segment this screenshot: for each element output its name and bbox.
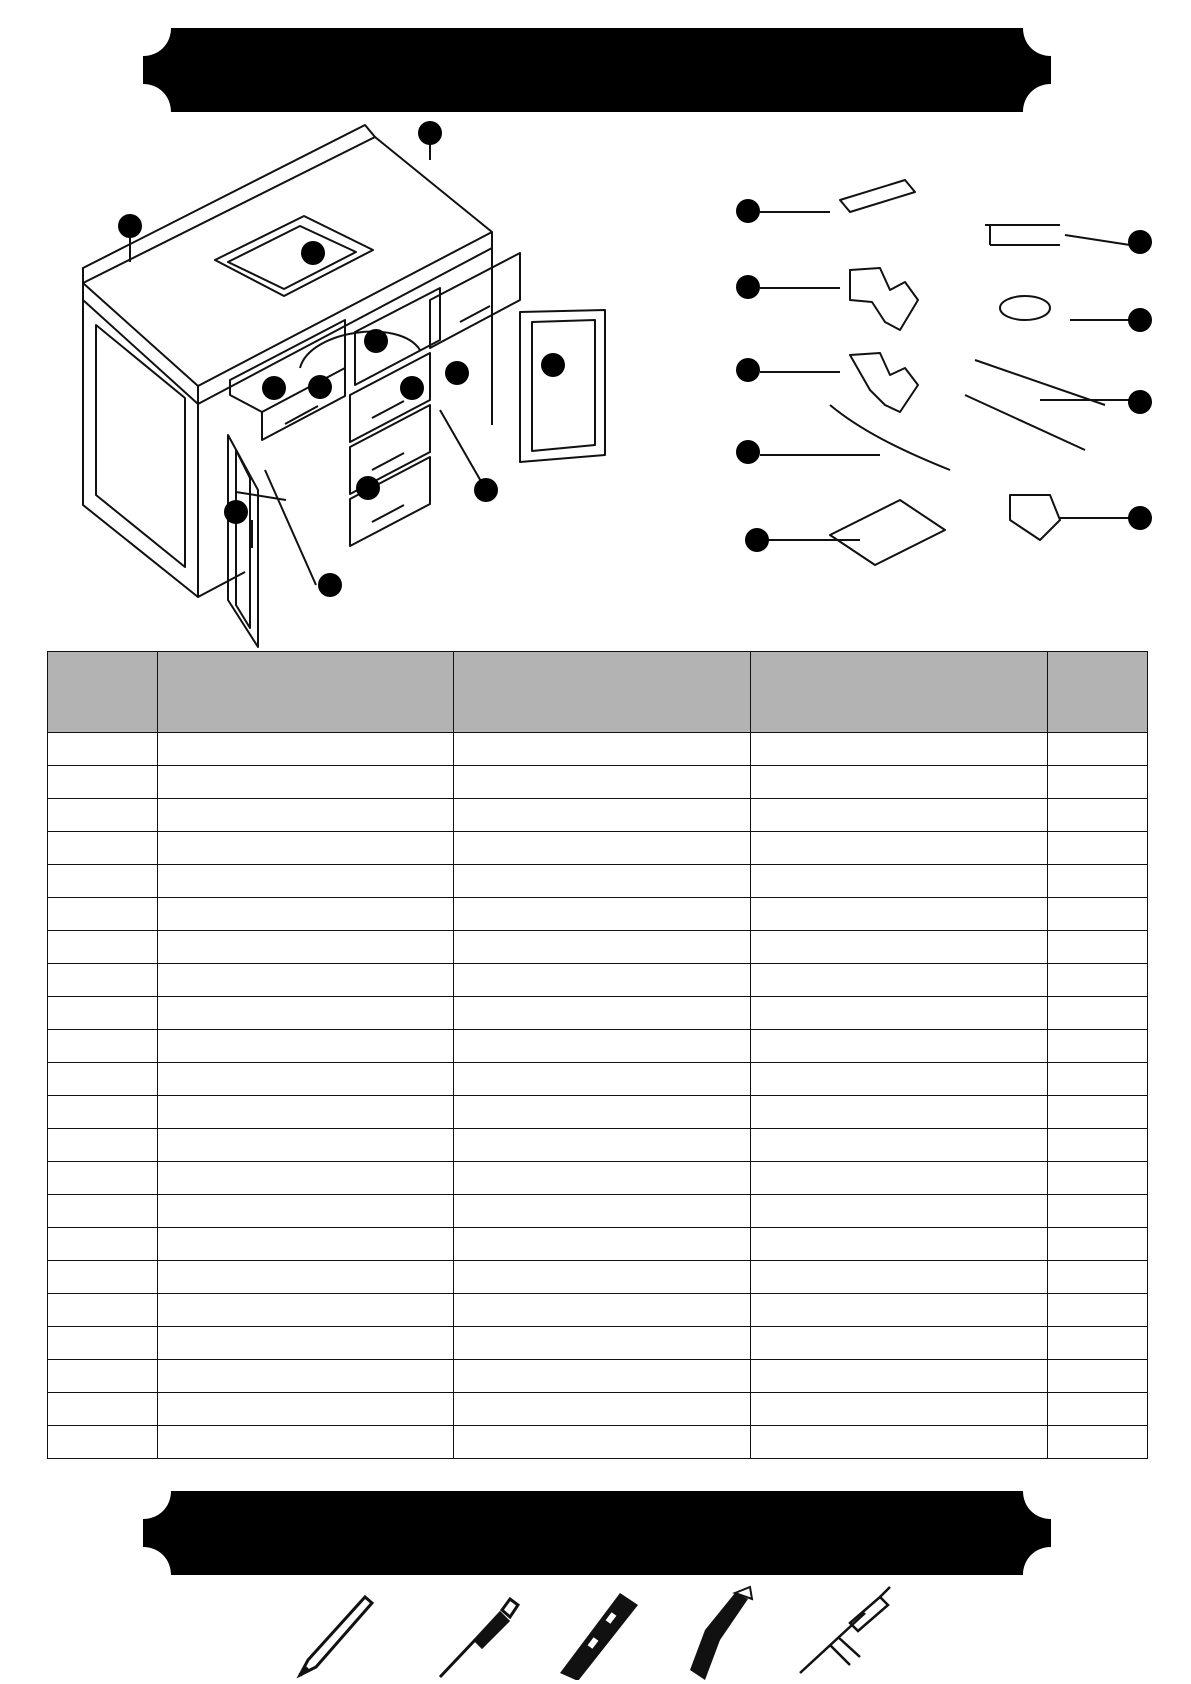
table-header-cell — [158, 652, 454, 733]
table-cell — [751, 766, 1048, 799]
table-row — [48, 1030, 1148, 1063]
table-cell — [1048, 766, 1148, 799]
table-cell — [454, 1162, 751, 1195]
table-cell — [454, 1063, 751, 1096]
table-cell — [1048, 964, 1148, 997]
table-cell — [158, 1360, 454, 1393]
table-cell — [751, 964, 1048, 997]
table-cell — [158, 931, 454, 964]
table-cell — [1048, 1360, 1148, 1393]
table-cell — [158, 1030, 454, 1063]
table-cell — [158, 1228, 454, 1261]
table-row — [48, 799, 1148, 832]
screwdriver-icon — [440, 1599, 518, 1677]
table-row — [48, 832, 1148, 865]
table-cell — [48, 964, 158, 997]
table-cell — [454, 766, 751, 799]
table-cell — [454, 1393, 751, 1426]
table-cell — [454, 1129, 751, 1162]
level-icon — [560, 1593, 638, 1680]
table-cell — [1048, 1063, 1148, 1096]
table-cell — [1048, 1261, 1148, 1294]
table-cell — [454, 1261, 751, 1294]
table-cell — [48, 931, 158, 964]
table-cell — [48, 1327, 158, 1360]
table-cell — [1048, 1327, 1148, 1360]
table-cell — [1048, 1228, 1148, 1261]
table-cell — [158, 1063, 454, 1096]
tools-banner — [143, 1491, 1051, 1575]
table-cell — [158, 1195, 454, 1228]
table-row — [48, 931, 1148, 964]
table-row — [48, 1261, 1148, 1294]
table-cell — [158, 964, 454, 997]
table-cell — [1048, 1294, 1148, 1327]
table-cell — [48, 1096, 158, 1129]
table-cell — [454, 898, 751, 931]
table-cell — [751, 1129, 1048, 1162]
table-cell — [48, 1162, 158, 1195]
table-cell — [1048, 832, 1148, 865]
pencil-icon — [300, 1597, 372, 1675]
table-cell — [48, 1228, 158, 1261]
table-row — [48, 1129, 1148, 1162]
table-cell — [158, 1096, 454, 1129]
table-cell — [48, 865, 158, 898]
table-row — [48, 997, 1148, 1030]
table-cell — [48, 1129, 158, 1162]
table-row — [48, 766, 1148, 799]
table-header-cell — [454, 652, 751, 733]
table-cell — [1048, 1195, 1148, 1228]
table-cell — [751, 1393, 1048, 1426]
table-cell — [751, 931, 1048, 964]
table-header-row — [48, 652, 1148, 733]
table-cell — [751, 1261, 1048, 1294]
table-cell — [751, 733, 1048, 766]
utility-knife-icon — [690, 1587, 752, 1680]
table-row — [48, 1426, 1148, 1459]
table-cell — [1048, 1096, 1148, 1129]
table-row — [48, 1360, 1148, 1393]
table-cell — [1048, 733, 1148, 766]
table-row — [48, 733, 1148, 766]
table-cell — [1048, 1426, 1148, 1459]
table-cell — [454, 799, 751, 832]
table-cell — [751, 1030, 1048, 1063]
table-cell — [158, 1261, 454, 1294]
table-row — [48, 1063, 1148, 1096]
table-cell — [751, 1063, 1048, 1096]
table-cell — [48, 997, 158, 1030]
table-cell — [158, 898, 454, 931]
table-cell — [158, 799, 454, 832]
table-cell — [454, 931, 751, 964]
table-cell — [751, 865, 1048, 898]
table-cell — [751, 1360, 1048, 1393]
table-cell — [454, 1030, 751, 1063]
table-cell — [751, 1096, 1048, 1129]
table-header-cell — [1048, 652, 1148, 733]
table-header-cell — [48, 652, 158, 733]
table-cell — [454, 1294, 751, 1327]
table-cell — [751, 1327, 1048, 1360]
table-row — [48, 1096, 1148, 1129]
table-cell — [1048, 799, 1148, 832]
tools-row — [290, 1585, 910, 1680]
table-row — [48, 898, 1148, 931]
table-cell — [751, 1162, 1048, 1195]
table-cell — [454, 1228, 751, 1261]
table-cell — [158, 997, 454, 1030]
table-cell — [454, 964, 751, 997]
table-cell — [48, 1030, 158, 1063]
table-cell — [751, 1426, 1048, 1459]
parts-banner — [143, 28, 1051, 112]
table-header-cell — [751, 652, 1048, 733]
table-cell — [158, 1426, 454, 1459]
table-cell — [751, 832, 1048, 865]
table-cell — [454, 832, 751, 865]
table-cell — [751, 997, 1048, 1030]
table-cell — [48, 1393, 158, 1426]
table-cell — [1048, 997, 1148, 1030]
table-cell — [454, 1426, 751, 1459]
table-cell — [48, 898, 158, 931]
table-cell — [454, 1195, 751, 1228]
table-row — [48, 1393, 1148, 1426]
table-cell — [48, 1063, 158, 1096]
table-cell — [1048, 865, 1148, 898]
table-cell — [454, 997, 751, 1030]
table-cell — [1048, 1162, 1148, 1195]
table-cell — [454, 1096, 751, 1129]
table-cell — [751, 898, 1048, 931]
table-cell — [1048, 1129, 1148, 1162]
table-cell — [48, 799, 158, 832]
table-cell — [158, 1129, 454, 1162]
table-cell — [454, 733, 751, 766]
table-row — [48, 1162, 1148, 1195]
caulk-gun-icon — [800, 1587, 890, 1673]
tools-banner-title — [143, 1491, 1051, 1575]
table-cell — [454, 1327, 751, 1360]
table-cell — [48, 1294, 158, 1327]
table-row — [48, 964, 1148, 997]
table-cell — [158, 832, 454, 865]
table-row — [48, 1228, 1148, 1261]
table-cell — [1048, 1393, 1148, 1426]
table-cell — [454, 865, 751, 898]
table-cell — [48, 1426, 158, 1459]
table-cell — [158, 733, 454, 766]
table-cell — [158, 1162, 454, 1195]
table-cell — [158, 1327, 454, 1360]
table-cell — [751, 1294, 1048, 1327]
table-cell — [1048, 931, 1148, 964]
table-row — [48, 1327, 1148, 1360]
table-cell — [48, 1261, 158, 1294]
parts-diagram — [0, 110, 1191, 650]
table-cell — [751, 1228, 1048, 1261]
table-cell — [48, 832, 158, 865]
table-cell — [48, 766, 158, 799]
table-row — [48, 1195, 1148, 1228]
parts-table — [47, 651, 1148, 1459]
table-cell — [1048, 898, 1148, 931]
table-cell — [48, 733, 158, 766]
table-cell — [454, 1360, 751, 1393]
table-cell — [751, 1195, 1048, 1228]
table-row — [48, 865, 1148, 898]
parts-banner-title — [143, 28, 1051, 112]
table-cell — [158, 1294, 454, 1327]
table-cell — [48, 1195, 158, 1228]
table-cell — [1048, 1030, 1148, 1063]
table-cell — [158, 865, 454, 898]
table-cell — [48, 1360, 158, 1393]
table-cell — [158, 1393, 454, 1426]
table-row — [48, 1294, 1148, 1327]
table-cell — [158, 766, 454, 799]
table-cell — [751, 799, 1048, 832]
